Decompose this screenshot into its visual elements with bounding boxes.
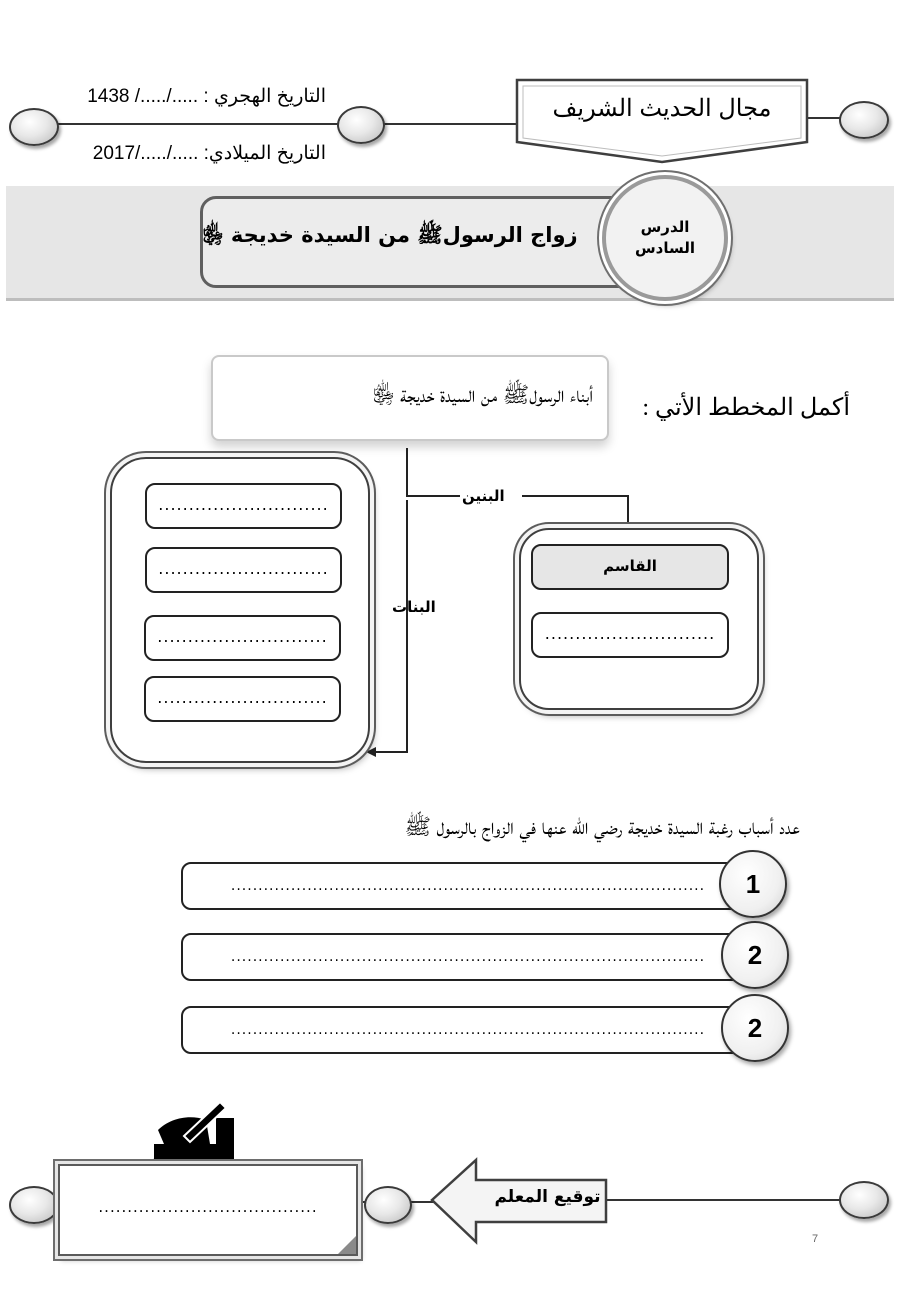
daughters-label: البنات <box>392 598 436 616</box>
signature-pen-icon <box>150 1100 240 1166</box>
answer-number-badge: 1 <box>719 850 787 918</box>
answer-number-badge: 2 <box>721 921 789 989</box>
hijri-date: التاريخ الهجري : ...../...../ 1438 <box>87 86 326 107</box>
footer-knob-right <box>839 1181 889 1219</box>
lesson-title: زواج الرسولﷺ من السيدة خديجة ﵂ <box>202 223 578 247</box>
footer-line-right <box>600 1199 850 1201</box>
sons-label: البنين <box>462 487 505 505</box>
daughter-slot[interactable]: ............................ <box>145 547 342 593</box>
son-slot-qasim: القاسم <box>531 544 729 590</box>
teacher-signature-label: توقيع المعلم <box>494 1187 601 1207</box>
daughter-slot[interactable]: ............................ <box>144 615 341 661</box>
answer-number-badge: 2 <box>721 994 789 1062</box>
question-text: عدد أسباب رغبة السيدة خديجة رضي الله عنها في الزواج بالرسول ﷺ <box>404 814 800 839</box>
signature-field[interactable]: ...................................... <box>58 1164 358 1256</box>
footer-knob-middle <box>364 1186 412 1224</box>
gregorian-date: التاريخ الميلادي: ...../...../2017 <box>92 143 326 164</box>
daughter-slot[interactable]: ............................ <box>145 483 342 529</box>
son-slot[interactable]: ............................ <box>531 612 729 658</box>
diagram-instruction: أكمل المخطط الأتي : <box>642 395 850 421</box>
teacher-signature-tag <box>430 1156 610 1246</box>
diagram-root-text: أبناء الرسولﷺ من السيدة خديجة ﵂ <box>372 382 593 407</box>
answer-field[interactable]: ....................................................................................... <box>181 1006 755 1054</box>
field-title: مجال الحديث الشريف <box>552 95 772 122</box>
footer-knob-left <box>9 1186 59 1224</box>
lesson-label-line1: الدرس <box>640 218 690 236</box>
page-number: 7 <box>812 1233 819 1245</box>
signature-box-corner-fold <box>338 1236 356 1254</box>
answer-field[interactable]: ....................................................................................... <box>181 862 755 910</box>
answer-field[interactable]: ....................................................................................... <box>181 933 755 981</box>
daughter-slot[interactable]: ............................ <box>144 676 341 722</box>
lesson-label-line2: السادس <box>634 239 696 257</box>
